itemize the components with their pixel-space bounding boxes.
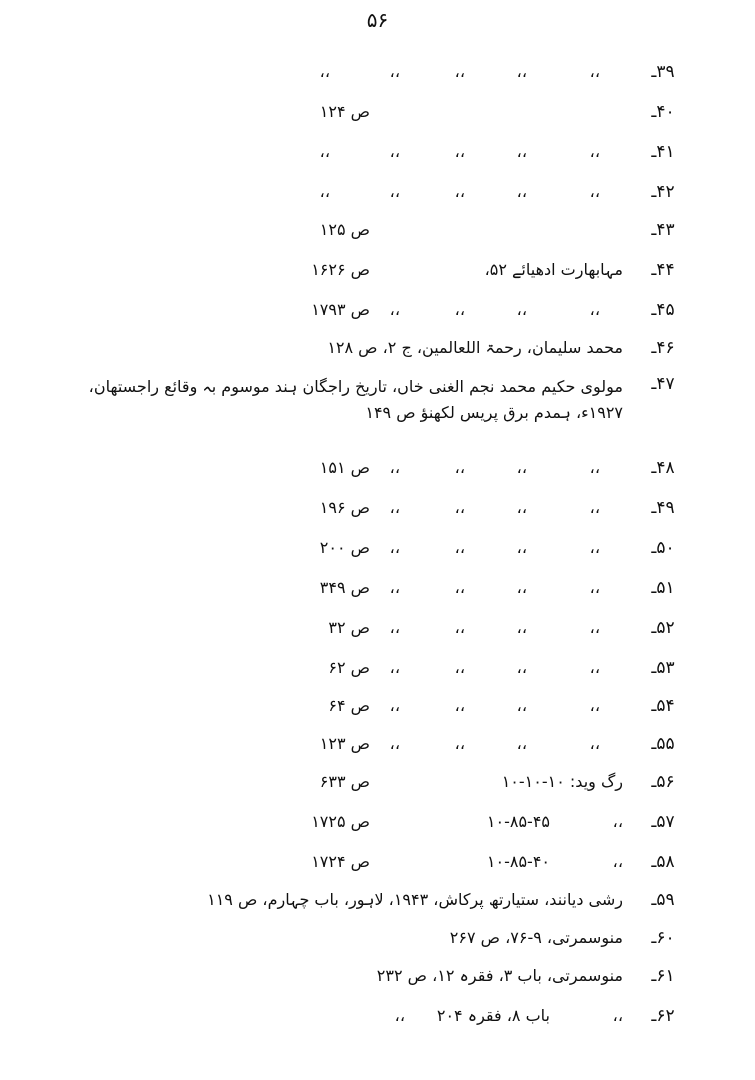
footnote-row — [0, 254, 755, 292]
footnote-text: باب ۸، فقرہ ۲۰۴ — [436, 1006, 550, 1025]
ditto-mark: ،، — [389, 578, 400, 597]
footnote-row — [0, 214, 755, 252]
footnote-row — [0, 922, 755, 960]
ditto-mark: ،، — [454, 142, 465, 161]
ditto-mark: ،، — [516, 734, 527, 753]
page-reference: ص ۶۲ — [328, 658, 370, 677]
ditto-mark: ،، — [612, 812, 623, 831]
ditto-mark: ،، — [454, 62, 465, 81]
ditto-mark: ،، — [516, 538, 527, 557]
ditto-mark: ،، — [589, 578, 600, 597]
ditto-mark: ،، — [589, 142, 600, 161]
footnote-number: ۴۷ـ — [651, 374, 675, 394]
verse-reference: ۱۰-۸۵-۴۵ — [486, 812, 550, 831]
footnote-text: منوسمرتی، ۹-۷۶، ص ۲۶۷ — [449, 928, 623, 947]
ditto-mark: ،، — [589, 458, 600, 477]
footnote-text: منوسمرتی، باب ۳، فقرہ ۱۲، ص ۲۳۲ — [376, 966, 623, 985]
ditto-mark: ،، — [389, 458, 400, 477]
footnote-row — [0, 452, 755, 490]
ditto-mark: ،، — [454, 734, 465, 753]
ditto-mark: ،، — [389, 696, 400, 715]
footnote-row — [0, 806, 755, 844]
ditto-mark: ،، — [454, 458, 465, 477]
footnote-number: ۵۹ـ — [651, 890, 675, 910]
ditto-mark: ،، — [389, 734, 400, 753]
footnote-number: ۶۱ـ — [651, 966, 675, 986]
ditto-mark: ،، — [589, 658, 600, 677]
footnote-number: ۵۰ـ — [651, 538, 675, 558]
ditto-mark: ،، — [589, 498, 600, 517]
ditto-mark: ،، — [589, 618, 600, 637]
footnote-row — [0, 652, 755, 690]
page-reference: ص ۱۵۱ — [319, 458, 370, 477]
footnote-row — [0, 960, 755, 998]
ditto-mark: ،، — [454, 658, 465, 677]
footnote-row — [0, 332, 755, 370]
footnote-number: ۴۴ـ — [651, 260, 675, 280]
page-reference: ص ۱۶۲۶ — [311, 260, 370, 279]
footnote-row — [0, 136, 755, 174]
footnote-number: ۵۲ـ — [651, 618, 675, 638]
footnote-row — [0, 176, 755, 214]
footnote-number: ۴۱ـ — [651, 142, 675, 162]
ditto-mark: ،، — [389, 618, 400, 637]
footnote-text: مہابھارت ادھیائے ۵۲، — [484, 260, 623, 279]
ditto-mark: ،، — [389, 300, 400, 319]
footnote-number: ۴۲ـ — [651, 182, 675, 202]
footnote-number: ۵۳ـ — [651, 658, 675, 678]
ditto-mark: ،، — [589, 734, 600, 753]
ditto-mark: ،، — [516, 696, 527, 715]
ditto-mark: ،، — [589, 300, 600, 319]
footnote-row — [0, 612, 755, 650]
ditto-mark: ،، — [612, 1006, 623, 1025]
page-number: ۵۶ — [366, 8, 389, 32]
footnote-row — [0, 572, 755, 610]
page-reference: ص ۱۲۳ — [319, 734, 370, 753]
ditto-mark: ،، — [454, 300, 465, 319]
footnote-number: ۵۵ـ — [651, 734, 675, 754]
page-reference: ص ۶۳۳ — [319, 772, 370, 791]
ditto-mark: ،، — [394, 1006, 405, 1025]
verse-reference: ۱۰-۸۵-۴۰ — [486, 852, 550, 871]
footnote-row — [0, 492, 755, 530]
ditto-mark: ،، — [389, 498, 400, 517]
footnote-number: ۴۸ـ — [651, 458, 675, 478]
ditto-mark: ،، — [454, 538, 465, 557]
ditto-mark: ،، — [516, 62, 527, 81]
page-reference: ص ۳۴۹ — [319, 578, 370, 597]
ditto-mark: ،، — [589, 62, 600, 81]
ditto-mark: ،، — [454, 618, 465, 637]
ditto-mark: ،، — [516, 658, 527, 677]
footnote-row — [0, 846, 755, 884]
ditto-mark: ،، — [516, 182, 527, 201]
ditto-mark: ،، — [516, 578, 527, 597]
ditto-mark: ،، — [454, 578, 465, 597]
footnote-number: ۵۸ـ — [651, 852, 675, 872]
footnote-text: رگ وید: ۱۰-۱۰-۱۰ — [501, 772, 623, 791]
footnote-number: ۴۵ـ — [651, 300, 675, 320]
ditto-mark: ،، — [589, 696, 600, 715]
ditto-mark: ،، — [516, 142, 527, 161]
ditto-mark: ،، — [389, 538, 400, 557]
ditto-mark: ،، — [389, 182, 400, 201]
footnote-row — [0, 884, 755, 922]
footnote-row — [0, 728, 755, 766]
ditto-mark: ،، — [516, 300, 527, 319]
ditto-mark: ،، — [319, 62, 330, 81]
footnote-row — [0, 766, 755, 804]
page-reference: ص ۶۴ — [328, 696, 370, 715]
footnote-number: ۴۶ـ — [651, 338, 675, 358]
footnote-number: ۴۹ـ — [651, 498, 675, 518]
footnote-row — [0, 690, 755, 728]
ditto-mark: ،، — [454, 696, 465, 715]
page-reference: ص ۱۲۴ — [319, 102, 370, 121]
footnote-row — [0, 1000, 755, 1038]
page-reference: ص ۲۰۰ — [319, 538, 370, 557]
footnote-number: ۵۷ـ — [651, 812, 675, 832]
page-reference: ص ۱۷۲۵ — [311, 812, 370, 831]
ditto-mark: ،، — [454, 498, 465, 517]
footnote-row — [0, 56, 755, 94]
ditto-mark: ،، — [319, 182, 330, 201]
footnote-number: ۵۱ـ — [651, 578, 675, 598]
footnote-text: محمد سلیمان، رحمۃ اللعالمین، ج ۲، ص ۱۲۸ — [327, 338, 623, 357]
page-reference: ص ۱۲۵ — [319, 220, 370, 239]
page-reference: ص ۱۷۹۳ — [311, 300, 370, 319]
page-reference: ص ۱۹۶ — [319, 498, 370, 517]
ditto-mark: ،، — [589, 538, 600, 557]
footnote-row — [0, 368, 755, 440]
ditto-mark: ،، — [516, 618, 527, 637]
ditto-mark: ،، — [454, 182, 465, 201]
ditto-mark: ،، — [389, 62, 400, 81]
footnote-number: ۶۰ـ — [651, 928, 675, 948]
footnote-row — [0, 96, 755, 134]
footnote-number: ۴۰ـ — [651, 102, 675, 122]
ditto-mark: ،، — [589, 182, 600, 201]
ditto-mark: ،، — [319, 142, 330, 161]
footnote-row — [0, 532, 755, 570]
ditto-mark: ،، — [389, 658, 400, 677]
footnote-number: ۶۲ـ — [651, 1006, 675, 1026]
page-reference: ص ۳۲ — [328, 618, 370, 637]
footnote-number: ۴۳ـ — [651, 220, 675, 240]
page-reference: ص ۱۷۲۴ — [311, 852, 370, 871]
footnote-text: رشی دیانند، ستیارتھ پرکاش، ۱۹۴۳، لاہور، باب چہارم، ص ۱۱۹ — [207, 890, 623, 909]
ditto-mark: ،، — [516, 458, 527, 477]
footnote-text: مولوی حکیم محمد نجم الغنی خاں، تاریخ راجگان ہند موسوم بہ وقائع راجستھان، ۱۹۲۷ء، ہمدم برق پریس لکھنؤ ص ۱۴۹ — [88, 377, 623, 422]
ditto-mark: ،، — [389, 142, 400, 161]
ditto-mark: ،، — [612, 852, 623, 871]
footnote-row — [0, 294, 755, 332]
footnote-number: ۳۹ـ — [651, 62, 675, 82]
footnote-number: ۵۴ـ — [651, 696, 675, 716]
ditto-mark: ،، — [516, 498, 527, 517]
footnote-number: ۵۶ـ — [651, 772, 675, 792]
